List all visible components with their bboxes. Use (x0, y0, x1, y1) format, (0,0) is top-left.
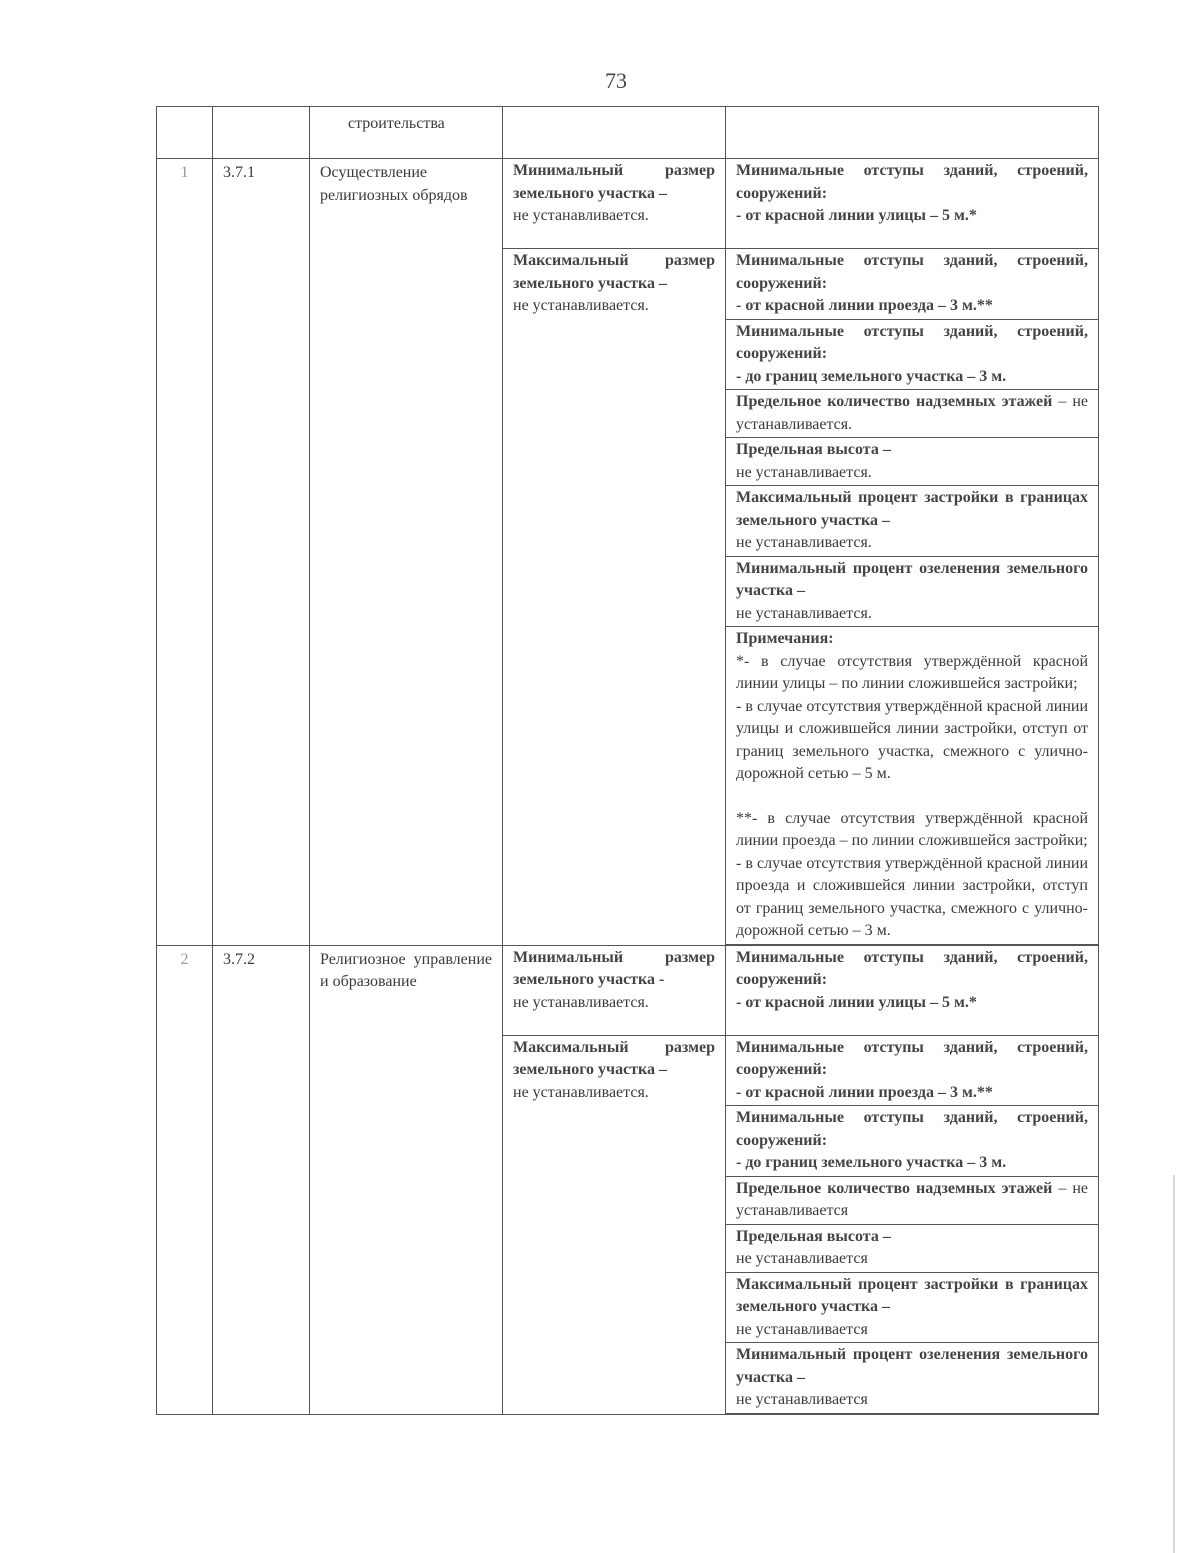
cell-use (310, 107, 503, 159)
param-cell (726, 486, 1099, 557)
max-size-value: не устанавливается. (513, 297, 649, 314)
param-cell (726, 390, 1099, 438)
table-row (157, 107, 1099, 159)
notes-cell (726, 627, 1099, 945)
param-cell (726, 249, 1099, 320)
max-size-title: Максимальный размер земельного участка – (513, 252, 715, 292)
param-title: Минимальные отступы зданий, строений, сооружений: (736, 322, 1088, 362)
min-size-title: Минимальный размер земельного участка - (513, 948, 715, 988)
param-title: Предельная высота – (736, 1227, 891, 1245)
param-value: - от красной линии проезда – 3 м.** (736, 1083, 993, 1101)
param-title: Максимальный процент застройки в границах земельного участка – (736, 1275, 1088, 1315)
param-cell (726, 556, 1099, 627)
param-value: – не устанавливается (736, 1179, 1088, 1219)
min-size-value: не устанавливается. (513, 207, 649, 224)
note-paragraph: *- в случае отсутствия утверждённой красной линии улицы – по линии сложившейся застройки; (736, 652, 1088, 692)
param-cell (726, 1224, 1099, 1272)
param-title: Минимальные отступы зданий, строений, сооружений: (736, 252, 1088, 292)
param-title: Предельное количество надземных этажей (736, 1179, 1053, 1197)
max-size-value: не устанавливается. (513, 1083, 649, 1101)
param-value: не устанавливается (736, 1250, 868, 1267)
param-title: Минимальный процент озеленения земельного участка – (736, 1346, 1088, 1386)
regulations-table (156, 106, 1099, 1415)
cell-size (503, 107, 726, 159)
param-value: не устанавливается. (736, 534, 872, 551)
param-value: – не устанавливается. (736, 393, 1088, 433)
cell-num (157, 107, 213, 159)
param-title: Минимальные отступы зданий, строений, сооружений: (736, 948, 1088, 988)
param-title: Предельная высота – (736, 441, 891, 458)
note-paragraph: - в случае отсутствия утверждённой красной линии улицы и сложившейся линии застройки, отступ от границ земельного участка, смежного с улично-дорожной сетью – 5 м. (736, 697, 1088, 782)
param-value: не устанавливается (736, 1320, 868, 1338)
use-code: 3.7.2 (213, 945, 310, 1414)
cell-params (726, 107, 1099, 159)
page-number: 73 (605, 68, 627, 93)
param-cell (726, 319, 1099, 390)
use-code: 3.7.1 (213, 159, 310, 946)
param-cell (726, 945, 1099, 1035)
note-paragraph: **- в случае отсутствия утверждённой красной линии проезда – по линии сложившейся застройки; (736, 809, 1088, 849)
continued-text: строительства (348, 115, 445, 132)
scan-edge-line (1173, 1175, 1175, 1553)
param-title: Минимальный процент озеленения земельного участка – (736, 559, 1088, 599)
param-value: - до границ земельного участка – 3 м. (736, 1154, 1007, 1171)
param-title: Предельное количество надземных этажей (736, 393, 1053, 410)
use-name: Осуществление религиозных обрядов (310, 159, 503, 946)
table-row (157, 945, 1099, 1035)
use-name: Религиозное управление и образование (310, 945, 503, 1414)
param-cell (726, 438, 1099, 486)
param-cell (726, 1035, 1099, 1106)
min-size-cell (503, 945, 726, 1035)
param-cell (726, 1106, 1099, 1177)
param-title: Максимальный процент застройки в границах земельного участка – (736, 489, 1088, 529)
cell-code (213, 107, 310, 159)
max-size-title: Максимальный размер земельного участка – (513, 1038, 715, 1078)
row-number: 1 (157, 159, 213, 946)
param-value: - от красной линии улицы – 5 м.* (736, 207, 977, 224)
min-size-cell (503, 159, 726, 249)
min-size-title: Минимальный размер земельного участка – (513, 162, 715, 202)
table-row (157, 159, 1099, 249)
notes-title: Примечания: (736, 630, 834, 647)
param-cell (726, 1176, 1099, 1224)
param-title: Минимальные отступы зданий, строений, сооружений: (736, 162, 1088, 202)
param-value: не устанавливается (736, 1391, 868, 1408)
min-size-value: не устанавливается. (513, 993, 649, 1011)
param-title: Минимальные отступы зданий, строений, сооружений: (736, 1109, 1088, 1149)
row-number: 2 (157, 945, 213, 1414)
param-value: - от красной линии проезда – 3 м.** (736, 297, 993, 314)
param-cell (726, 159, 1099, 249)
note-paragraph: - в случае отсутствия утверждённой красной линии проезда и сложившейся линии застройки, отступ от границ земельного участка, смежного с улично-дорожной сетью – 3 м. (736, 854, 1088, 939)
param-value: не устанавливается. (736, 463, 872, 481)
param-cell (726, 1272, 1099, 1343)
param-value: - от красной линии улицы – 5 м.* (736, 993, 977, 1011)
param-title: Минимальные отступы зданий, строений, сооружений: (736, 1038, 1088, 1078)
max-size-cell (503, 1035, 726, 1414)
param-cell (726, 1343, 1099, 1414)
max-size-cell (503, 249, 726, 946)
param-value: - до границ земельного участка – 3 м. (736, 367, 1007, 385)
param-value: не устанавливается. (736, 604, 872, 622)
